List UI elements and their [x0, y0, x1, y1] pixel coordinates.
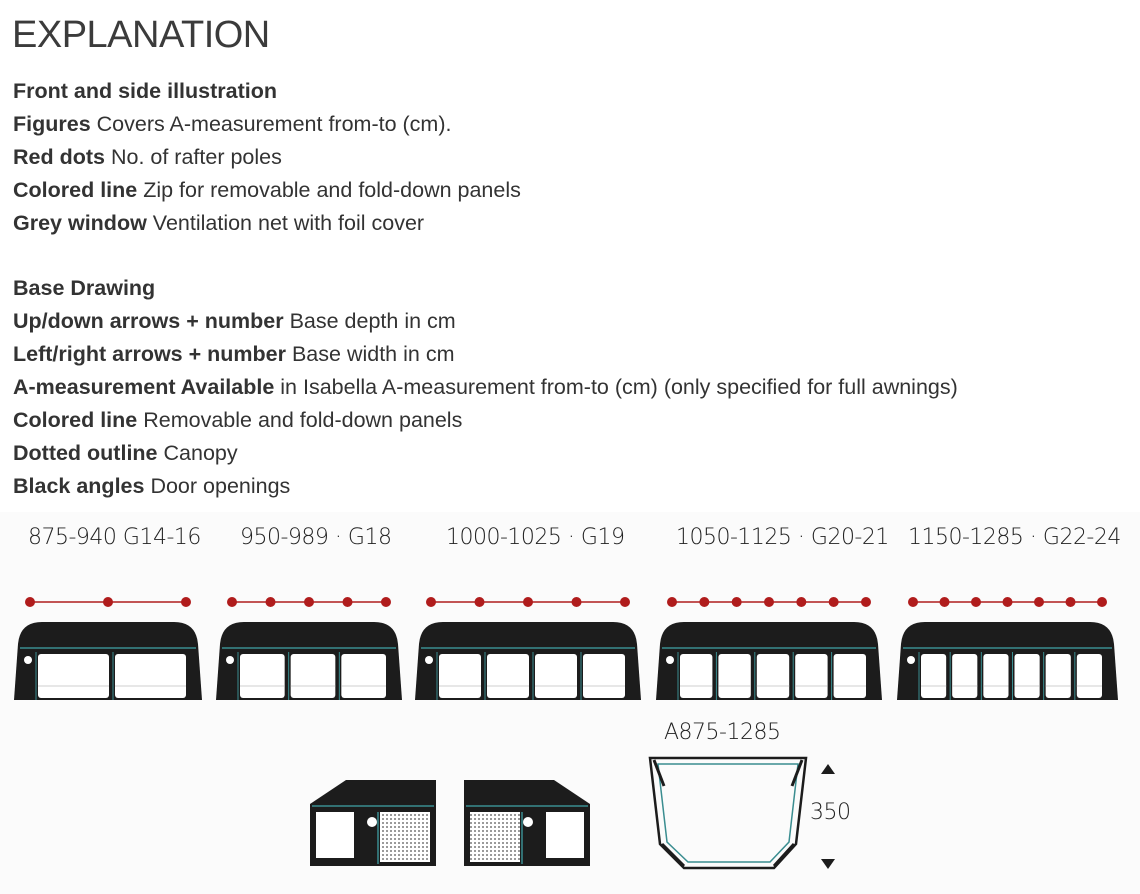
rafter-pole-dot	[971, 597, 981, 607]
rafter-pole-dot	[1034, 597, 1044, 607]
awning-front-illustration	[12, 590, 204, 702]
side-window	[24, 656, 32, 664]
side-window	[226, 656, 234, 664]
rafter-pole-dot	[732, 597, 742, 607]
rafter-pole-dot	[475, 597, 485, 607]
legend-row: Colored line Zip for removable and fold-down panels	[13, 178, 521, 202]
rafter-pole-dot	[227, 597, 237, 607]
front-window	[921, 654, 946, 698]
base-drawing-section	[13, 272, 958, 503]
front-window	[291, 654, 336, 698]
rafter-pole-dot	[1003, 597, 1013, 607]
front-window	[795, 654, 827, 698]
awning-label: 1050-1125 · G20-21	[676, 525, 889, 550]
awning-label: 875-940 G14-16	[28, 525, 201, 550]
section-heading: Base Drawing	[13, 276, 156, 300]
legend-row: Red dots No. of rafter poles	[13, 145, 282, 169]
rafter-pole-dot	[796, 597, 806, 607]
front-window	[487, 654, 529, 698]
rafter-pole-dot	[25, 597, 35, 607]
legend-row: Left/right arrows + number Base width in cm	[13, 342, 455, 366]
section-heading: Front and side illustration	[13, 79, 277, 103]
rafter-pole-dot	[620, 597, 630, 607]
down-arrow-icon	[820, 858, 836, 870]
awning-front-illustration	[654, 590, 884, 702]
rafter-pole-dot	[181, 597, 191, 607]
legend-row: Black angles Door openings	[13, 474, 291, 498]
front-window	[1046, 654, 1071, 698]
up-arrow-icon	[820, 763, 836, 775]
front-window	[1077, 654, 1102, 698]
side-window	[907, 656, 915, 664]
rafter-pole-dot	[381, 597, 391, 607]
rafter-pole-dot	[426, 597, 436, 607]
base-drawing	[644, 756, 816, 876]
rafter-pole-dot	[667, 597, 677, 607]
legend-row: Up/down arrows + number Base depth in cm	[13, 309, 456, 333]
legend-row: Figures Covers A-measurement from-to (cm).	[13, 112, 452, 136]
page-title: EXPLANATION	[12, 14, 270, 56]
rafter-pole-dot	[699, 597, 709, 607]
rafter-pole-dot	[103, 597, 113, 607]
front-window	[952, 654, 977, 698]
front-window	[341, 654, 386, 698]
legend-row: Dotted outline Canopy	[13, 441, 238, 465]
rafter-pole-dot	[764, 597, 774, 607]
awning-label: 950-989 · G18	[240, 525, 392, 550]
side-window	[666, 656, 674, 664]
awning-label: 1000-1025 · G19	[446, 525, 625, 550]
side-window	[425, 656, 433, 664]
awning-label: 1150-1285 · G22-24	[908, 525, 1121, 550]
awning-front-illustration	[413, 590, 643, 702]
front-side-section	[13, 75, 521, 240]
awning-side-illustration	[306, 778, 438, 868]
front-window	[680, 654, 712, 698]
front-window	[535, 654, 577, 698]
legend-row: A-measurement Available in Isabella A-measurement from-to (cm) (only specified for full awnings)	[13, 375, 958, 399]
base-depth-value: 350	[810, 800, 851, 825]
rafter-pole-dot	[908, 597, 918, 607]
rafter-pole-dot	[343, 597, 353, 607]
front-window	[1015, 654, 1040, 698]
a-measurement-label: A875-1285	[664, 720, 781, 745]
rafter-pole-dot	[266, 597, 276, 607]
rafter-pole-dot	[1097, 597, 1107, 607]
front-window	[439, 654, 481, 698]
rafter-pole-dot	[861, 597, 871, 607]
rafter-pole-dot	[572, 597, 582, 607]
legend-row: Colored line Removable and fold-down panels	[13, 408, 463, 432]
front-window	[834, 654, 866, 698]
front-window	[718, 654, 750, 698]
awning-front-illustration	[214, 590, 404, 702]
rafter-pole-dot	[1066, 597, 1076, 607]
front-window	[240, 654, 285, 698]
rafter-pole-dot	[829, 597, 839, 607]
front-window	[757, 654, 789, 698]
awning-front-illustration	[895, 590, 1120, 702]
rafter-pole-dot	[523, 597, 533, 607]
front-window	[983, 654, 1008, 698]
front-window	[115, 654, 186, 698]
awning-side-illustration	[462, 778, 592, 868]
front-window	[583, 654, 625, 698]
rafter-pole-dot	[304, 597, 314, 607]
rafter-pole-dot	[940, 597, 950, 607]
legend-row: Grey window Ventilation net with foil cover	[13, 211, 425, 235]
front-window	[38, 654, 109, 698]
